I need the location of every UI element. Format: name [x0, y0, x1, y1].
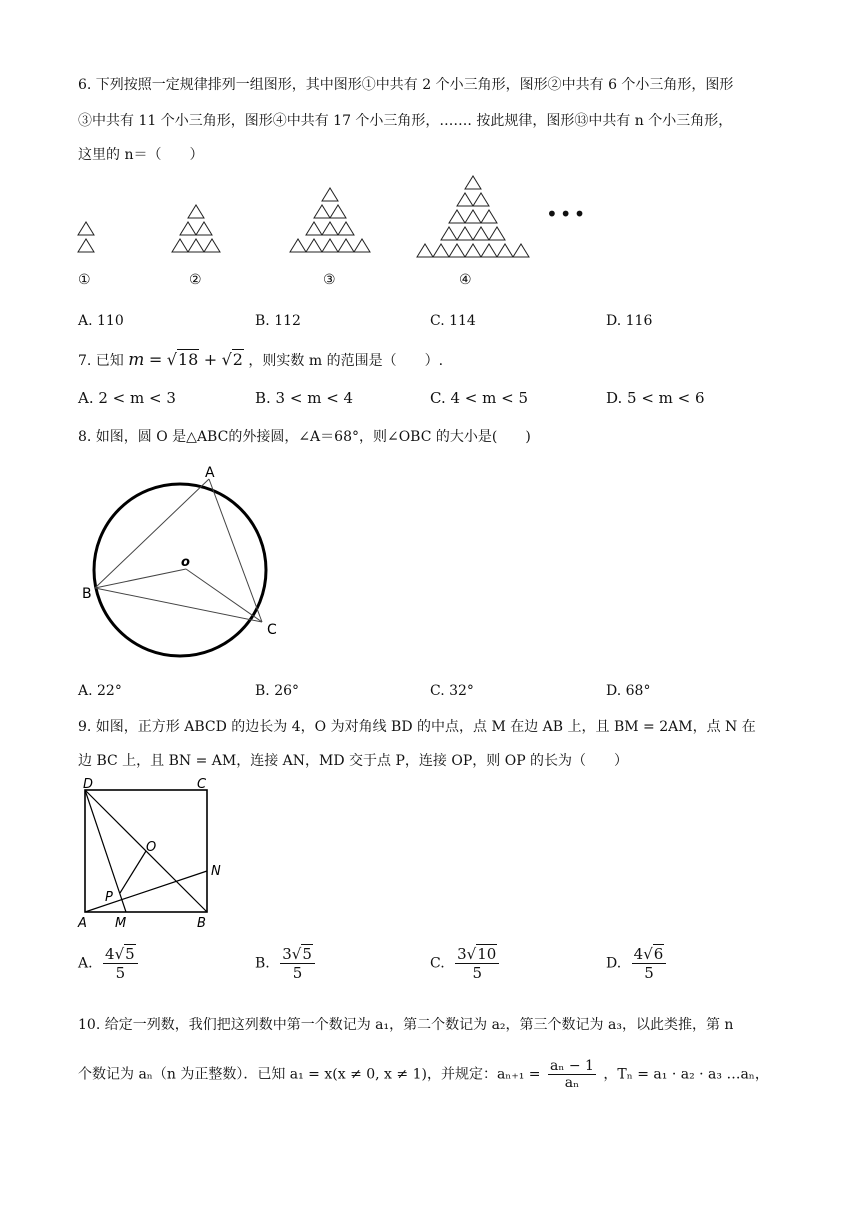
q6-line2: ③中共有 11 个小三角形，图形④中共有 17 个小三角形，……. 按此规律，图形⑬中共有 n 个小三角形， [78, 113, 733, 129]
small-triangle [457, 227, 473, 240]
small-triangle [172, 239, 188, 252]
label-o: O [146, 840, 157, 855]
small-triangle [497, 244, 513, 257]
q9-option-a: A. $\frac{4√5}{5}$ [78, 945, 138, 982]
q6-option-b: B. 112 [255, 313, 301, 329]
q10-line2-a: 个数记为 aₙ（n 为正整数）．已知 a₁ = x(x ≠ 0, x ≠ 1)，并规定：aₙ₊₁ = [78, 1066, 541, 1083]
circle-triangle-figure [78, 460, 298, 680]
q8-stem: 8. 如图，圆 O 是△ABC的外接圆，∠A＝68°，则∠OBC 的大小是( ) [78, 429, 531, 445]
q7-option-d: D. 5 < m < 6 [606, 389, 705, 407]
small-triangle [290, 239, 306, 252]
small-triangle [314, 205, 330, 218]
q6-figure-label-4: ④ [459, 272, 472, 288]
label-n: N [211, 864, 221, 879]
small-triangle [481, 244, 497, 257]
small-triangle [457, 193, 473, 206]
small-triangle [322, 188, 338, 201]
segment-an [85, 871, 207, 912]
label-d: D [83, 777, 94, 792]
q7-option-c: C. 4 < m < 5 [430, 389, 528, 407]
small-triangle [433, 244, 449, 257]
q6-figure-label-3: ③ [323, 272, 336, 288]
small-triangle [204, 239, 220, 252]
label-b: B [197, 916, 206, 931]
q7-plus: + [203, 350, 218, 369]
small-triangle [449, 210, 465, 223]
q8-option-a: A. 22° [78, 683, 122, 699]
q6-option-d: D. 116 [606, 313, 653, 329]
small-triangle [180, 222, 196, 235]
q7-sqrt-2: 2 [232, 350, 243, 369]
small-triangle [417, 244, 433, 257]
q10-line1: 10. 给定一列数，我们把这列数中第一个数记为 a₁，第二个数记为 a₂，第三个数记为 a₃，以此类推，第 n [78, 1017, 734, 1033]
triangle-pattern-figure [0, 170, 860, 300]
q6-figure-label-1: ① [78, 272, 91, 288]
square-figure [70, 774, 240, 934]
q6-line3: 这里的 n＝（ ） [78, 147, 204, 163]
small-triangle [306, 222, 322, 235]
q8-option-c: C. 32° [430, 683, 474, 699]
q6-option-a: A. 110 [78, 313, 124, 329]
segment-ab [95, 479, 209, 588]
q9-option-b: B. $\frac{3√5}{5}$ [255, 945, 315, 982]
q7-suffix: ，则实数 m 的范围是（ ）. [248, 353, 444, 369]
q8-option-b: B. 26° [255, 683, 300, 699]
small-triangle [465, 210, 481, 223]
q7-m: m [128, 350, 145, 370]
label-a: A [205, 465, 215, 481]
label-c: C [197, 777, 207, 792]
q7-stem: 7. 已知 m = √18 + √2 ，则实数 m 的范围是（ ）. [78, 350, 444, 370]
small-triangle [322, 239, 338, 252]
small-triangle [78, 222, 94, 235]
small-triangle [481, 210, 497, 223]
q9-line2: 边 BC 上，且 BN = AM，连接 AN，MD 交于点 P，连接 OP，则 OP 的长为（ ） [78, 753, 629, 769]
q7-prefix: 7. 已知 [78, 353, 124, 369]
q9-option-c: C. $\frac{3√10}{5}$ [430, 945, 499, 982]
q6-option-c: C. 114 [430, 313, 476, 329]
q6-figure-label-2: ② [189, 272, 202, 288]
small-triangle [330, 205, 346, 218]
q9-option-d: D. $\frac{4√6}{5}$ [606, 945, 666, 982]
small-triangle [449, 244, 465, 257]
small-triangle [188, 205, 204, 218]
small-triangle [322, 222, 338, 235]
segment-ob [95, 569, 186, 588]
small-triangle [78, 239, 94, 252]
q8-option-d: D. 68° [606, 683, 651, 699]
q9-line1: 9. 如图，正方形 ABCD 的边长为 4，O 为对角线 BD 的中点，点 M 在边 AB 上，且 BM = 2AM，点 N 在 [78, 719, 756, 735]
label-c: C [267, 622, 277, 638]
segment-ac [209, 479, 262, 622]
q10-line2-b: ，Tₙ = a₁ · a₂ · a₃ …aₙ， [603, 1066, 769, 1083]
q7-option-b: B. 3 < m < 4 [255, 389, 354, 407]
q10-frac-den: aₙ [564, 1075, 580, 1091]
q6-ellipsis: ••• [546, 202, 588, 226]
q10-line2 [78, 1058, 769, 1091]
small-triangle [473, 193, 489, 206]
small-triangle [513, 244, 529, 257]
label-b: B [82, 586, 92, 602]
q6-line1: 6. 下列按照一定规律排列一组图形，其中图形①中共有 2 个小三角形，图形②中共有 6 个小三角形，图形 [78, 77, 734, 93]
small-triangle [465, 244, 481, 257]
label-a: A [78, 916, 87, 931]
label-m: M [115, 916, 127, 931]
q7-sqrt-18: 18 [177, 350, 199, 369]
small-triangle [338, 239, 354, 252]
small-triangle [338, 222, 354, 235]
q10-frac-num: aₙ − 1 [550, 1058, 594, 1074]
small-triangle [188, 239, 204, 252]
small-triangle [196, 222, 212, 235]
q7-eq: = [148, 350, 163, 369]
small-triangle [354, 239, 370, 252]
label-p: P [105, 890, 113, 905]
label-o: o [181, 555, 190, 570]
small-triangle [306, 239, 322, 252]
q7-option-a: A. 2 < m < 3 [78, 389, 176, 407]
small-triangle [441, 227, 457, 240]
small-triangle [465, 176, 481, 189]
small-triangle [473, 227, 489, 240]
segment-op [120, 851, 146, 893]
small-triangle [489, 227, 505, 240]
